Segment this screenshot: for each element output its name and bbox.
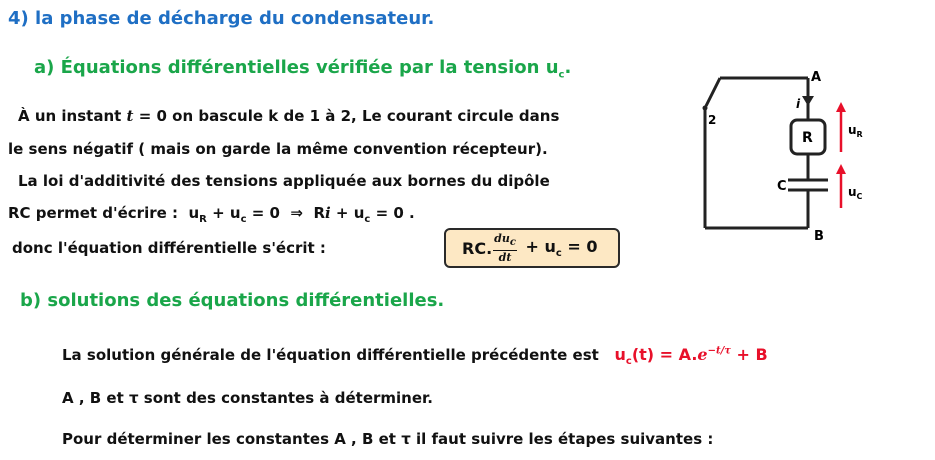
label-b: B — [814, 229, 824, 244]
solution-line-2: A , B et τ sont des constantes à déterminer. — [62, 389, 433, 407]
label-ur: $u_R$ — [848, 123, 863, 139]
para-line-1-suffix: = 0 on bascule k de 1 à 2, Le courant circule dans — [138, 107, 560, 125]
equation-prefix: RC. — [462, 238, 493, 258]
para-line-1-prefix: À un instant — [18, 107, 122, 125]
derivative-fraction — [493, 232, 517, 263]
switch-k — [706, 78, 720, 106]
fraction-numerator: $du_c$ — [494, 232, 516, 249]
subheading-a-text: a) Équations différentielles vérifiée par la tension $u_c$. — [34, 57, 572, 81]
equation-suffix: + $u_c = 0$ — [519, 236, 598, 260]
subheading-solutions: b) solutions des équations différentielles. — [20, 290, 445, 311]
label-r: R — [802, 130, 813, 146]
voltage-arrow-ur-head — [836, 102, 846, 112]
current-arrow — [802, 96, 814, 106]
differential-equation-box — [444, 228, 620, 268]
label-2: 2 — [708, 113, 717, 127]
fraction-denominator: dt — [498, 250, 512, 264]
label-a: A — [811, 70, 822, 85]
solution-line-1-text: La solution générale de l'équation différentielle précédente est — [62, 346, 599, 364]
para-line-5: donc l'équation différentielle s'écrit : — [12, 239, 326, 257]
general-solution-formula: $u_c(t) = A.e^{-t/\tau} + B$ — [614, 345, 768, 368]
rc-circuit-diagram — [690, 68, 880, 248]
para-line-1 — [18, 107, 559, 125]
section-heading-discharge: 4) la phase de décharge du condensateur. — [8, 8, 435, 29]
label-i: i — [796, 97, 801, 111]
ohm-equation: $Ri + u_c = 0$ . — [313, 204, 415, 225]
additivity-equation: $u_R + u_c = 0$ — [188, 204, 280, 225]
implies-arrow: ⇒ — [290, 204, 303, 222]
label-c: C — [777, 179, 787, 194]
switch-terminal-2 — [703, 106, 708, 111]
para-line-2: le sens négatif ( mais on garde la même convention récepteur). — [8, 140, 548, 158]
para-line-3: La loi d'additivité des tensions appliquée aux bornes du dipôle — [18, 172, 550, 190]
solution-line-1 — [62, 345, 768, 367]
para-line-1-t: t — [126, 107, 134, 125]
para-line-4-prefix: RC permet d'écrire : — [8, 204, 179, 222]
label-uc: $u_C$ — [848, 185, 863, 201]
subheading-differential-equations — [34, 57, 571, 81]
solution-line-3: Pour déterminer les constantes A , B et τ il faut suivre les étapes suivantes : — [62, 430, 714, 448]
voltage-arrow-uc-head — [836, 164, 846, 174]
para-line-4 — [8, 204, 415, 225]
